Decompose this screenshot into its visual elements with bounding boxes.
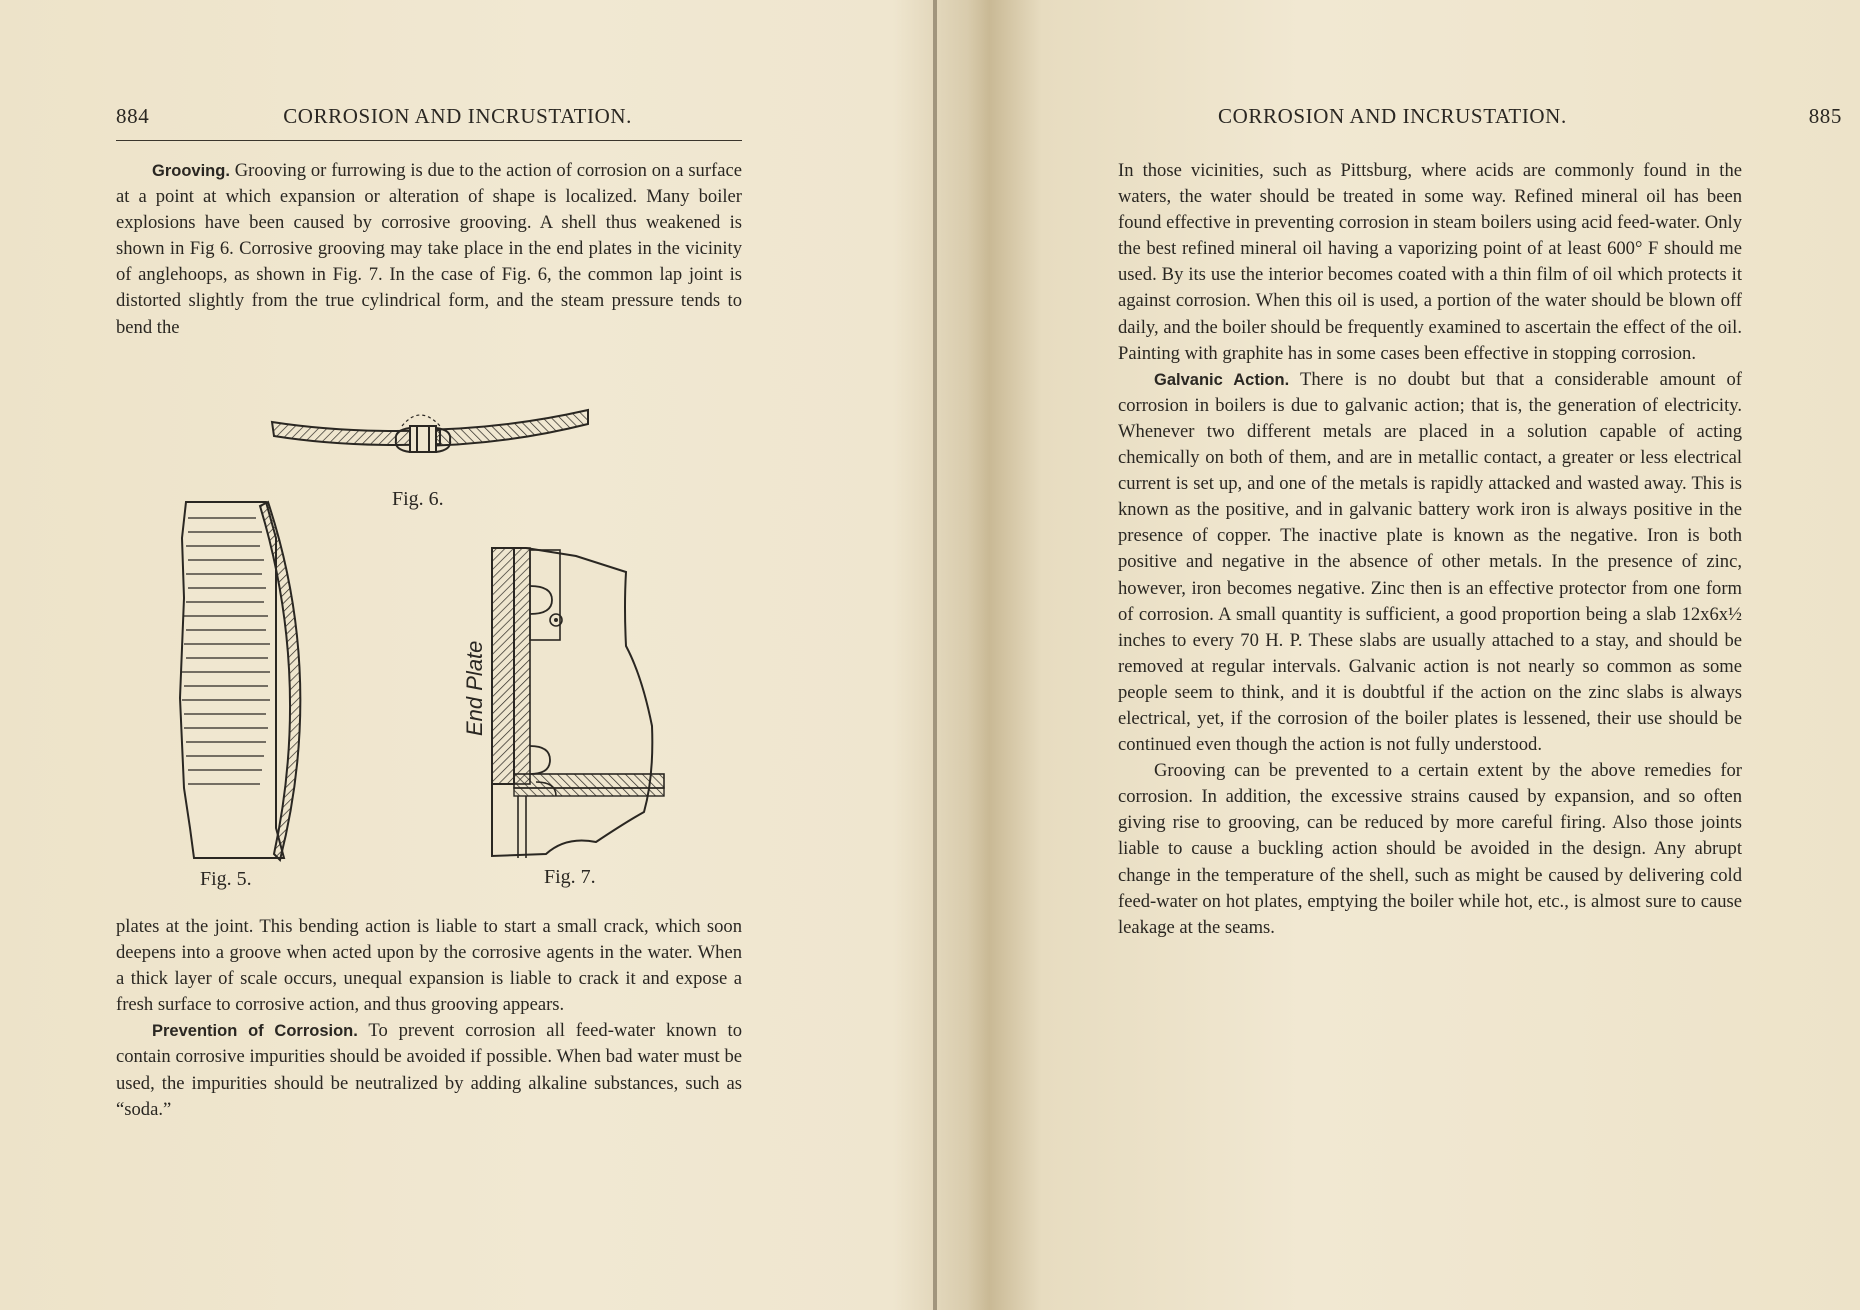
galvanic-heading: Galvanic Action. xyxy=(1154,370,1290,389)
fig5-drawing xyxy=(176,498,326,868)
grooving-prevention-paragraph: Grooving can be prevented to a certain extent by the above remedies for corrosion. In addition, the excessive strains caused by expansion, and so often giving rise to grooving, can be reduced by more careful firing. Also those joints liable to cause a buckling action should be avoided in the design. Any abrupt change in the temperature of the shell, such as might be caused by delivering cold feed-water on hot plates, emptying the boiler while hot, etc., is almost sure to cause leakage at the seams. xyxy=(1118,760,1742,938)
fig6-drawing xyxy=(270,400,590,480)
prevention-heading: Prevention of Corrosion. xyxy=(152,1022,358,1041)
continued-paragraph: plates at the joint. This bending action is liable to start a small crack, which soon deepens into a groove when acted upon by the corrosive agents in the water. When a thick layer of scale occurs, unequal expansion is liable to crack it and expose a fresh surface to corrosive action, and thus grooving appears. xyxy=(116,916,742,1016)
right-running-head xyxy=(1218,104,1842,129)
left-running-title: CORROSION AND INCRUSTATION. xyxy=(283,104,632,128)
galvanic-text: There is no doubt but that a considerable amount of corrosion in boilers is due to galvanic action; that is, the generation of electricity. Whenever two different metals are placed in a solution capable of acting chemically on both of them, and are in metallic contact, a greater or less electrical current is set up, and one of the metals is rapidly attacked and wasted away. This is known as the positive, and in galvanic battery work iron is always positive in the presence of copper. The inactive plate is known as the negative. Iron is both positive and negative in the absence of other metals. In the presence of zinc, however, iron becomes negative. Zinc then is an effective protector from one form of corrosion. A small quantity is sufficient, a good proportion being a slab 12x6x½ inches to every 70 H. P. These slabs are usually attached to a stay, and should be removed at regular intervals. Galvanic action is not nearly so common as some people seem to think, and it is doubtful if the action on the zinc slabs is always electrical, yet, if the corrosion of the boiler plates is lessened, their use should be continued even though the action is not fully understood. xyxy=(1118,368,1742,756)
grooving-continued xyxy=(116,914,742,1123)
left-head-rule xyxy=(116,140,742,141)
left-page-number: 884 xyxy=(116,104,150,128)
grooving-section xyxy=(116,158,742,341)
grooving-text: Grooving or furrowing is due to the action of corrosion on a surface at a point at which expansion or alteration of shape is localized. Many boiler explosions have been caused by corrosive grooving. A shell thus weakened is shown in Fig 6. Corrosive grooving may take place in the end plates in the vicinity of anglehoops, as shown in Fig. 7. In the case of Fig. 6, the common lap joint is distorted slightly from the true cylindrical form, and the steam pressure tends to bend the xyxy=(116,160,742,338)
fig7-drawing xyxy=(456,546,676,862)
left-running-head xyxy=(116,104,742,129)
grooving-heading: Grooving. xyxy=(152,162,230,180)
prevention-text: To prevent corrosion all feed-water known to contain corrosive impurities should be avoided if possible. When bad water must be used, the impurities should be neutralized by adding alkaline substances, such as “soda.” xyxy=(116,1020,742,1120)
fig5-label: Fig. 5. xyxy=(200,868,252,890)
right-page-number: 885 xyxy=(1808,104,1842,128)
acid-water-paragraph: In those vicinities, such as Pittsburg, where acids are commonly found in the waters, the water should be treated in some way. Refined mineral oil has been found effective in preventing corrosion in steam boilers using acid feed-water. Only the best refined mineral oil having a vaporizing point of at least 600° F should me used. By its use the interior becomes coated with a thin film of oil which protects it against corrosion. When this oil is used, a portion of the water should be blown off daily, and the boiler should be frequently examined to ascertain the effect of the oil. Painting with graphite has in some cases been effective in stopping corrosion. xyxy=(1118,160,1742,364)
fig6-label: Fig. 6. xyxy=(392,488,444,510)
fig7-end-plate-label: End Plate xyxy=(462,640,487,736)
right-page xyxy=(940,0,1860,1310)
book-gutter xyxy=(933,0,937,1310)
right-page-body xyxy=(1118,158,1742,941)
fig7-label: Fig. 7. xyxy=(544,866,596,888)
right-running-title: CORROSION AND INCRUSTATION. xyxy=(1218,104,1567,128)
